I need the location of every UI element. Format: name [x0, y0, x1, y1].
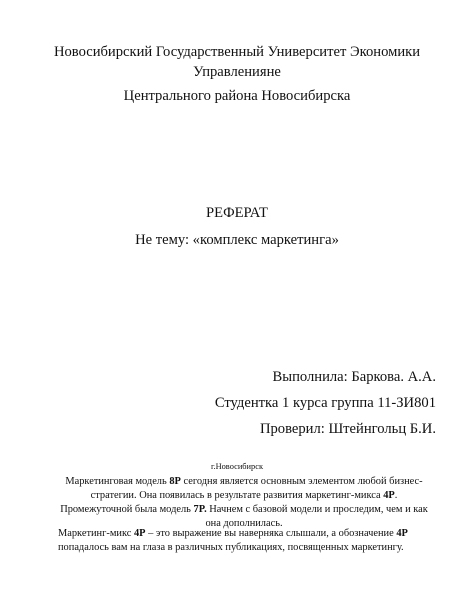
paragraph-1-bold-3: 7P.	[193, 504, 207, 515]
university-heading	[0, 42, 474, 82]
paragraph-2-text-3: попадалось вам на глаза в различных публикациях, посвященных маркетингу.	[58, 542, 404, 553]
document-title: РЕФЕРАТ	[206, 205, 268, 221]
document-topic: Не тему: «комплекс маркетинга»	[135, 232, 339, 248]
university-line-1: Новосибирский Государственный Университет Экономики	[53, 44, 421, 60]
checked-by: Проверил: Штейнгольц Б.И.	[259, 421, 436, 437]
paragraph-2-text-1: Маркетинг-микс	[58, 528, 134, 539]
district-heading: Центрального района Новосибирска	[123, 88, 351, 104]
paragraph-2-bold-1: 4P	[133, 528, 146, 539]
paragraph-2	[58, 527, 438, 555]
paragraph-2-bold-2: 4P	[396, 528, 408, 539]
performed-by: Выполнила: Баркова. А.А.	[272, 369, 436, 385]
paragraph-1-text-2: сегодня является основным элементом любой бизнес-стратегии. Она появилась в результате развития маркетинг-микса	[90, 476, 423, 501]
paragraph-1-bold-1: 8P	[169, 476, 181, 487]
student-info: Студентка 1 курса группа 11-ЗИ801	[214, 395, 436, 411]
paragraph-1	[54, 475, 434, 531]
paragraph-1-text-4: Начнем с базовой модели и проследим, чем и как она дополнилась.	[205, 504, 428, 529]
university-line-2: Управленияне	[193, 64, 281, 80]
paragraph-2-text-2: – это выражение вы наверняка слышали, а обозначение	[145, 528, 397, 539]
paragraph-1-text-1: Маркетинговая модель	[65, 476, 170, 487]
paragraph-1-text-3: . Промежуточной была модель	[60, 490, 398, 515]
paragraph-1-bold-2: 4P	[383, 490, 395, 501]
city-label: г.Новосибирск	[210, 462, 264, 471]
